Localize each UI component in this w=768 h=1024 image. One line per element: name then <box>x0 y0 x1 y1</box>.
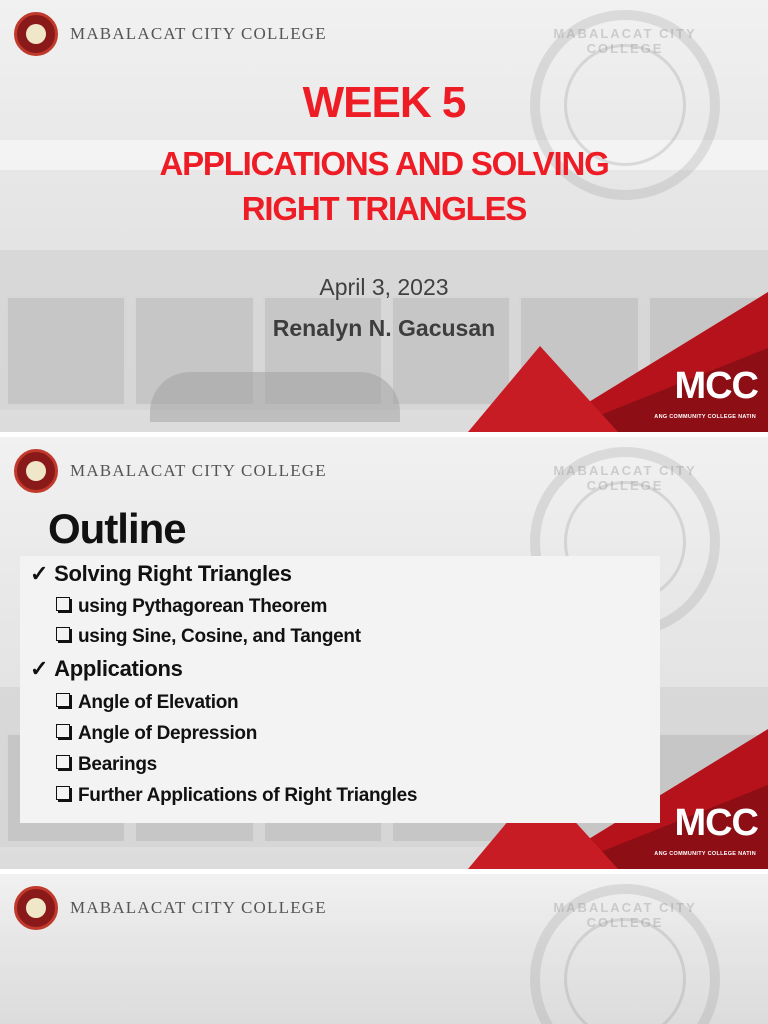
checkbox-icon <box>56 627 70 641</box>
outline-item <box>30 561 292 587</box>
outline-subitem <box>56 692 238 714</box>
college-logo-icon <box>14 12 58 56</box>
outline-subitem <box>56 626 361 648</box>
check-icon: ✓ <box>30 561 49 586</box>
checkbox-icon <box>56 597 70 611</box>
outline-item <box>30 656 183 682</box>
window <box>6 296 126 406</box>
hedge <box>150 372 400 422</box>
college-logo-icon <box>14 449 58 493</box>
mcc-tagline: ANG COMMUNITY COLLEGE NATIN <box>654 851 756 857</box>
checkbox-icon <box>56 786 70 800</box>
seal-ring <box>564 918 686 1024</box>
slide-outline <box>0 437 768 869</box>
check-icon: ✓ <box>30 656 49 681</box>
author-name: Renalyn N. Gacusan <box>272 315 496 341</box>
outline-item-text: Bearings <box>78 754 157 775</box>
college-name: MABALACAT CITY COLLEGE <box>70 24 327 43</box>
mcc-logo-icon: MCC <box>674 802 758 844</box>
outline-item-text: using Sine, Cosine, and Tangent <box>78 626 361 647</box>
college-name: MABALACAT CITY COLLEGE <box>70 461 327 480</box>
seal-text: MABALACAT CITY COLLEGE <box>553 463 697 493</box>
seal-text: MABALACAT CITY COLLEGE <box>553 900 697 930</box>
mcc-logo-icon: MCC <box>674 365 758 407</box>
outline-item-text: Angle of Depression <box>78 723 258 744</box>
outline-subitem <box>56 785 417 807</box>
seal-watermark-icon <box>530 884 720 1024</box>
presentation-date: April 3, 2023 <box>319 274 449 300</box>
mcc-tagline: ANG COMMUNITY COLLEGE NATIN <box>654 414 756 420</box>
outline-subitem <box>56 723 257 745</box>
outline-item-text: Angle of Elevation <box>78 692 239 713</box>
window <box>391 296 511 406</box>
outline-item-text: using Pythagorean Theorem <box>78 596 328 617</box>
checkbox-icon <box>56 755 70 769</box>
outline-subitem <box>56 754 157 776</box>
subtitle-line-1: APPLICATIONS AND SOLVING <box>159 145 609 182</box>
checkbox-icon <box>56 693 70 707</box>
college-logo-icon <box>14 886 58 930</box>
outline-title: Outline <box>48 505 186 552</box>
checkbox-icon <box>56 724 70 738</box>
outline-item-text: Applications <box>54 656 183 681</box>
outline-subitem <box>56 596 327 618</box>
outline-item-text: Solving Right Triangles <box>54 561 292 586</box>
outline-item-text: Further Applications of Right Triangles <box>78 785 418 806</box>
week-title: WEEK 5 <box>302 78 466 127</box>
slide-title <box>0 0 768 432</box>
seal-text: MABALACAT CITY COLLEGE <box>553 26 697 56</box>
college-name: MABALACAT CITY COLLEGE <box>70 898 327 917</box>
slide-partial <box>0 874 768 1024</box>
subtitle-line-2: RIGHT TRIANGLES <box>241 190 527 227</box>
